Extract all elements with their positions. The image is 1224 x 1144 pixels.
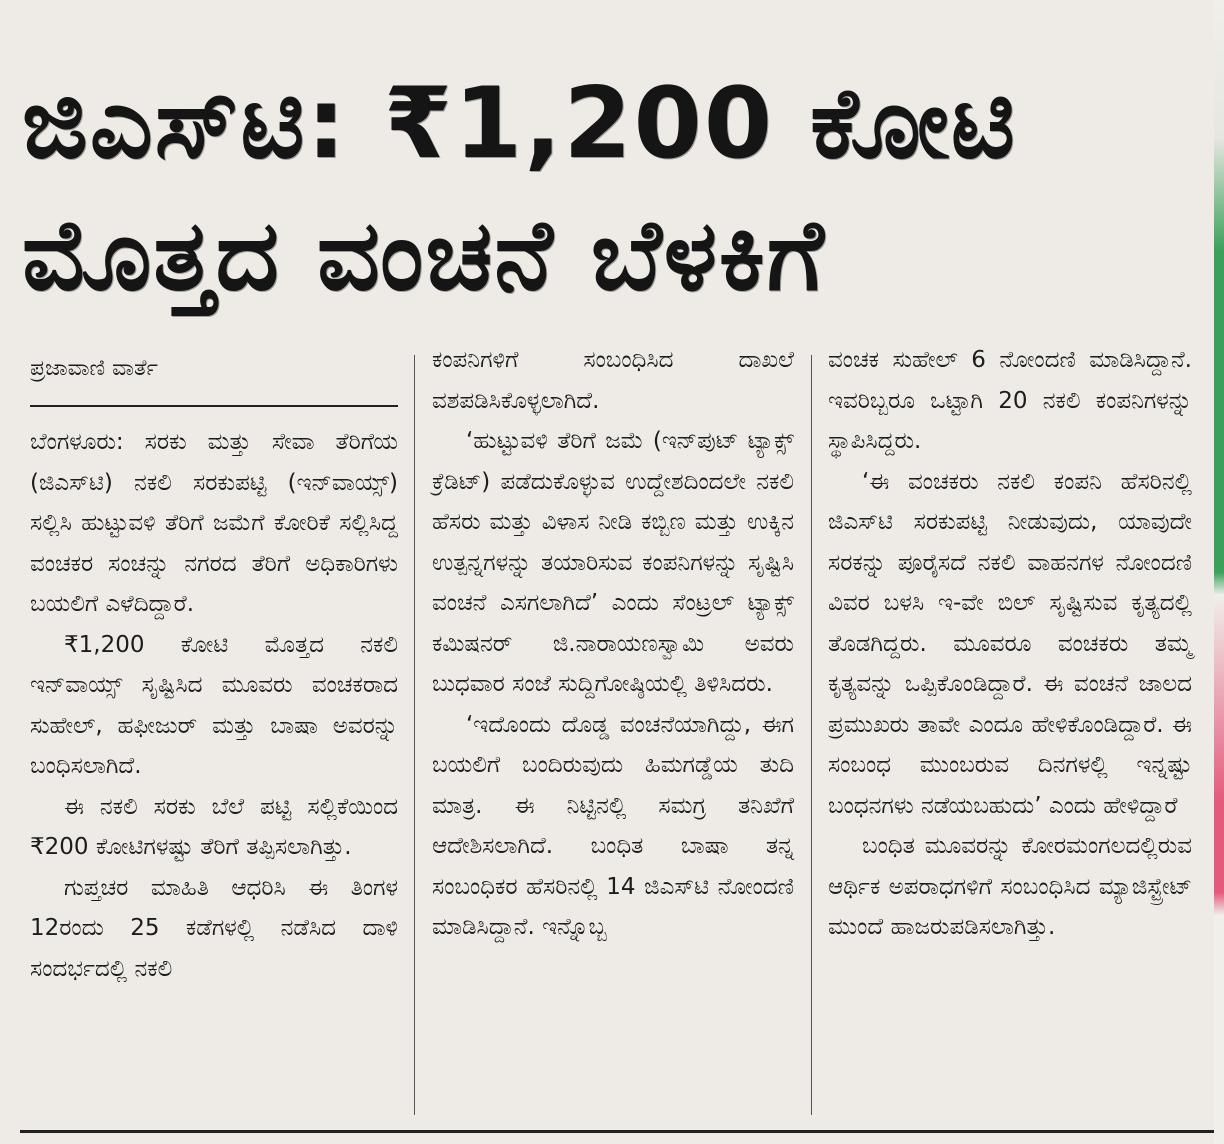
column-divider-2 [811, 355, 812, 1115]
paragraph: ವಂಚಕ ಸುಹೇಲ್ 6 ನೋಂದಣಿ ಮಾಡಿಸಿದ್ದಾನೆ. ಇವರಿಬ್ಬರೂ ಒಟ್ಟಾಗಿ 20 ನಕಲಿ ಕಂಪನಿಗಳನ್ನು ಸ್ಥಾಪಿಸಿದ್ದರು. [828, 347, 1192, 454]
paragraph: ಕಂಪನಿಗಳಿಗೆ ಸಂಬಂಧಿಸಿದ ದಾಖಲೆ ವಶಪಡಿಸಿಕೊಳ್ಳಲಾಗಿದೆ. [432, 347, 794, 414]
column-divider-1 [414, 355, 415, 1115]
bottom-border [20, 1130, 1214, 1133]
byline-divider [30, 405, 398, 407]
paragraph: ಬಂಧಿತ ಮೂವರನ್ನು ಕೋರಮಂಗಲದಲ್ಲಿರುವ ಆರ್ಥಿಕ ಅಪರಾಧಗಳಿಗೆ ಸಂಬಂಧಿಸಿದ ಮ್ಯಾಜಿಸ್ಟ್ರೇಟ್ ಮುಂದೆ ಹಾಜರುಪಡಿಸಲಾಗಿತ್ತು. [828, 833, 1192, 940]
adjacent-page-edge [1214, 0, 1224, 1144]
headline-line-2: ಮೊತ್ತದ ವಂಚನೆ ಬೆಳಕಿಗೆ [22, 199, 826, 313]
paragraph: ‘ಹುಟ್ಟುವಳಿ ತೆರಿಗೆ ಜಮೆ (ಇನ್‌ಪುಟ್ ಟ್ಯಾಕ್ಸ್ ಕ್ರೆಡಿಟ್) ಪಡೆದುಕೊಳ್ಳುವ ಉದ್ದೇಶದಿಂದಲೇ ನಕಲಿ ಹೆಸರು ಮತ್ತು ವಿಳಾಸ ನೀಡಿ ಕಬ್ಬಿಣ ಮತ್ತು ಉಕ್ಕಿನ ಉತ್ಪನ್ನಗಳನ್ನು ತಯಾರಿಸುವ ಕಂಪನಿಗಳನ್ನು ಸೃಷ್ಟಿಸಿ ವಂಚನೆ ಎಸಗಲಾಗಿದೆ’ ಎಂದು ಸೆಂಟ್ರಲ್ ಟ್ಯಾಕ್ಸ್ ಕಮಿಷನರ್ ಜಿ.ನಾರಾಯಣಸ್ವಾಮಿ ಅವರು ಬುಧವಾರ ಸಂಜೆ ಸುದ್ದಿಗೋಷ್ಠಿಯಲ್ಲಿ ತಿಳಿಸಿದರು. [432, 428, 794, 697]
paragraph: ಈ ನಕಲಿ ಸರಕು ಬೆಲೆ ಪಟ್ಟಿ ಸಲ್ಲಿಕೆಯಿಂದ ₹200 ಕೋಟಿಗಳಷ್ಟು ತೆರಿಗೆ ತಪ್ಪಿಸಲಾಗಿತ್ತು. [30, 793, 398, 860]
paragraph: ಬೆಂಗಳೂರು: ಸರಕು ಮತ್ತು ಸೇವಾ ತೆರಿಗೆಯ (ಜಿಎಸ್‌ಟಿ) ನಕಲಿ ಸರಕುಪಟ್ಟಿ (ಇನ್‌ವಾಯ್ಸ್) ಸಲ್ಲಿಸಿ ಹುಟ್ಟುವಳಿ ತೆರಿಗೆ ಜಮೆಗೆ ಕೋರಿಕೆ ಸಲ್ಲಿಸಿದ್ದ ವಂಚಕರ ಸಂಚನ್ನು ನಗರದ ತೆರಿಗೆ ಅಧಿಕಾರಿಗಳು ಬಯಲಿಗೆ ಎಳೆದಿದ್ದಾರೆ. [30, 429, 398, 617]
byline: ಪ್ರಜಾವಾಣಿ ವಾರ್ತೆ [30, 356, 158, 381]
headline [22, 58, 1212, 322]
article-column-3 [828, 340, 1192, 948]
paragraph: ‘ಈ ವಂಚಕರು ನಕಲಿ ಕಂಪನಿ ಹೆಸರಿನಲ್ಲಿ ಜಿಎಸ್‌ಟಿ ಸರಕುಪಟ್ಟಿ ನೀಡುವುದು, ಯಾವುದೇ ಸರಕನ್ನು ಪೂರೈಸದೆ ನಕಲಿ ವಾಹನಗಳ ನೋಂದಣಿ ವಿವರ ಬಳಸಿ ಇ-ವೇ ಬಿಲ್ ಸೃಷ್ಟಿಸುವ ಕೃತ್ಯದಲ್ಲಿ ತೊಡಗಿದ್ದರು. ಮೂವರೂ ವಂಚಕರು ತಮ್ಮ ಕೃತ್ಯವನ್ನು ಒಪ್ಪಿಕೊಂಡಿದ್ದಾರೆ. ಈ ವಂಚನೆ ಜಾಲದ ಪ್ರಮುಖರು ತಾವೇ ಎಂದೂ ಹೇಳಿಕೊಂಡಿದ್ದಾರೆ. ಈ ಸಂಬಂಧ ಮುಂಬರುವ ದಿನಗಳಲ್ಲಿ ಇನ್ನಷ್ಟು ಬಂಧನಗಳು ನಡೆಯಬಹುದು’ ಎಂದು ಹೇಳಿದ್ದಾರೆ [828, 468, 1192, 819]
paragraph: ‘ಇದೊಂದು ದೊಡ್ಡ ವಂಚನೆಯಾಗಿದ್ದು, ಈಗ ಬಯಲಿಗೆ ಬಂದಿರುವುದು ಹಿಮಗಡ್ಡೆಯ ತುದಿ ಮಾತ್ರ. ಈ ನಿಟ್ಟಿನಲ್ಲಿ ಸಮಗ್ರ ತನಿಖೆಗೆ ಆದೇಶಿಸಲಾಗಿದೆ. ಬಂಧಿತ ಬಾಷಾ ತನ್ನ ಸಂಬಂಧಿಕರ ಹೆಸರಿನಲ್ಲಿ 14 ಜಿಎಸ್‌ಟಿ ನೋಂದಣಿ ಮಾಡಿಸಿದ್ದಾನೆ. ಇನ್ನೊಬ್ಬ [432, 711, 794, 940]
paragraph: ₹1,200 ಕೋಟಿ ಮೊತ್ತದ ನಕಲಿ ಇನ್‌ವಾಯ್ಸ್ ಸೃಷ್ಟಿಸಿದ ಮೂವರು ವಂಚಕರಾದ ಸುಹೇಲ್, ಹಫೀಜುರ್ ಮತ್ತು ಬಾಷಾ ಅವರನ್ನು ಬಂಧಿಸಲಾಗಿದೆ. [30, 631, 398, 779]
headline-line-1: ಜಿಎಸ್‌ಟಿ: ₹1,200 ಕೋಟಿ [22, 67, 1017, 181]
article-column-1 [30, 422, 398, 989]
article-column-2 [432, 340, 794, 948]
paragraph: ಗುಪ್ತಚರ ಮಾಹಿತಿ ಆಧರಿಸಿ ಈ ತಿಂಗಳ 12ರಂದು 25 ಕಡೆಗಳಲ್ಲಿ ನಡೆಸಿದ ದಾಳಿ ಸಂದರ್ಭದಲ್ಲಿ ನಕಲಿ [30, 874, 398, 982]
